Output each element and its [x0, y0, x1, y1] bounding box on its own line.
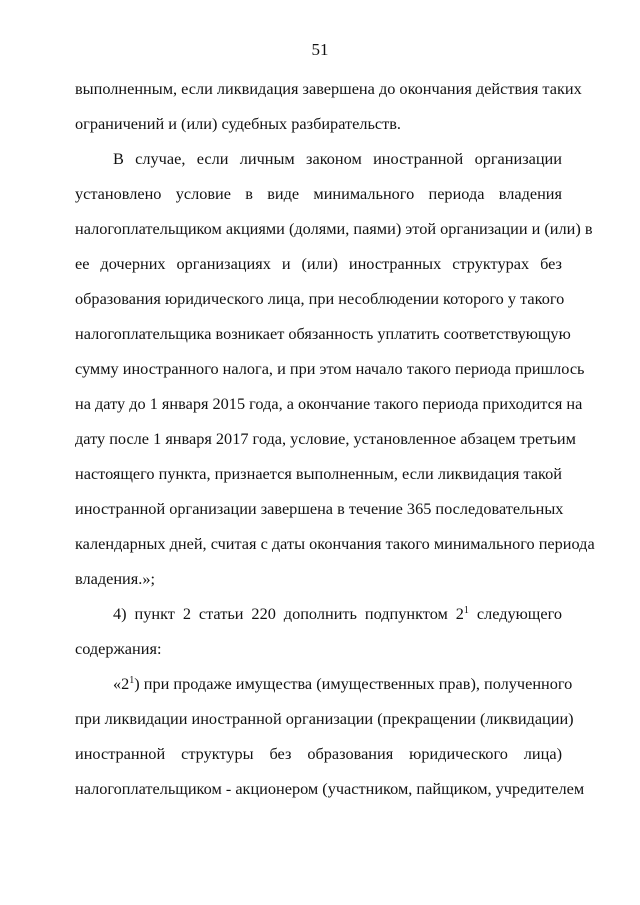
text-line: содержания: [75, 639, 162, 658]
text-line: сумму иностранного налога, и при этом начало такого периода пришлось [75, 359, 585, 378]
superscript: 1 [463, 605, 469, 616]
text-segment: ) при продаже имущества (имущественных прав), полученного [134, 674, 573, 693]
text-line: выполненным, если ликвидация завершена до окончания действия таких [75, 79, 582, 98]
superscript: 1 [129, 675, 135, 686]
text-line: ограничений и (или) судебных разбирательств. [75, 114, 401, 133]
text-line: календарных дней, считая с даты окончания такого минимального периода [75, 534, 595, 553]
text-segment: «2 [113, 674, 130, 693]
text-line: налогоплательщиком акциями (долями, паями) этой организации и (или) в [75, 219, 593, 238]
text-line [113, 674, 573, 694]
text-line: владения.»; [75, 569, 155, 588]
text-line: иностранной организации завершена в течение 365 последовательных [75, 499, 564, 518]
text-segment: следующего [468, 604, 562, 623]
text-line: установлено условие в виде минимального периода владения [75, 184, 562, 203]
text-line: дату после 1 января 2017 года, условие, установленное абзацем третьим [75, 429, 576, 448]
text-line: при ликвидации иностранной организации (прекращении (ликвидации) [75, 709, 574, 728]
text-line: ее дочерних организациях и (или) иностранных структурах без [75, 254, 562, 273]
text-line: на дату до 1 января 2015 года, а окончание такого периода приходится на [75, 394, 583, 413]
text-line: иностранной структуры без образования юридического лица) [75, 744, 562, 763]
text-line: налогоплательщика возникает обязанность уплатить соответствующую [75, 324, 571, 343]
text-line: образования юридического лица, при несоблюдении которого у такого [75, 289, 565, 308]
page-number: 51 [311, 40, 329, 59]
text-segment: 4) пункт 2 статьи 220 дополнить подпунктом 2 [113, 604, 464, 623]
text-line: налогоплательщиком - акционером (участником, пайщиком, учредителем [75, 779, 585, 798]
text-line [113, 604, 562, 624]
text-line: настоящего пункта, признается выполненным, если ликвидация такой [75, 464, 562, 483]
text-line: В случае, если личным законом иностранной организации [113, 149, 562, 168]
